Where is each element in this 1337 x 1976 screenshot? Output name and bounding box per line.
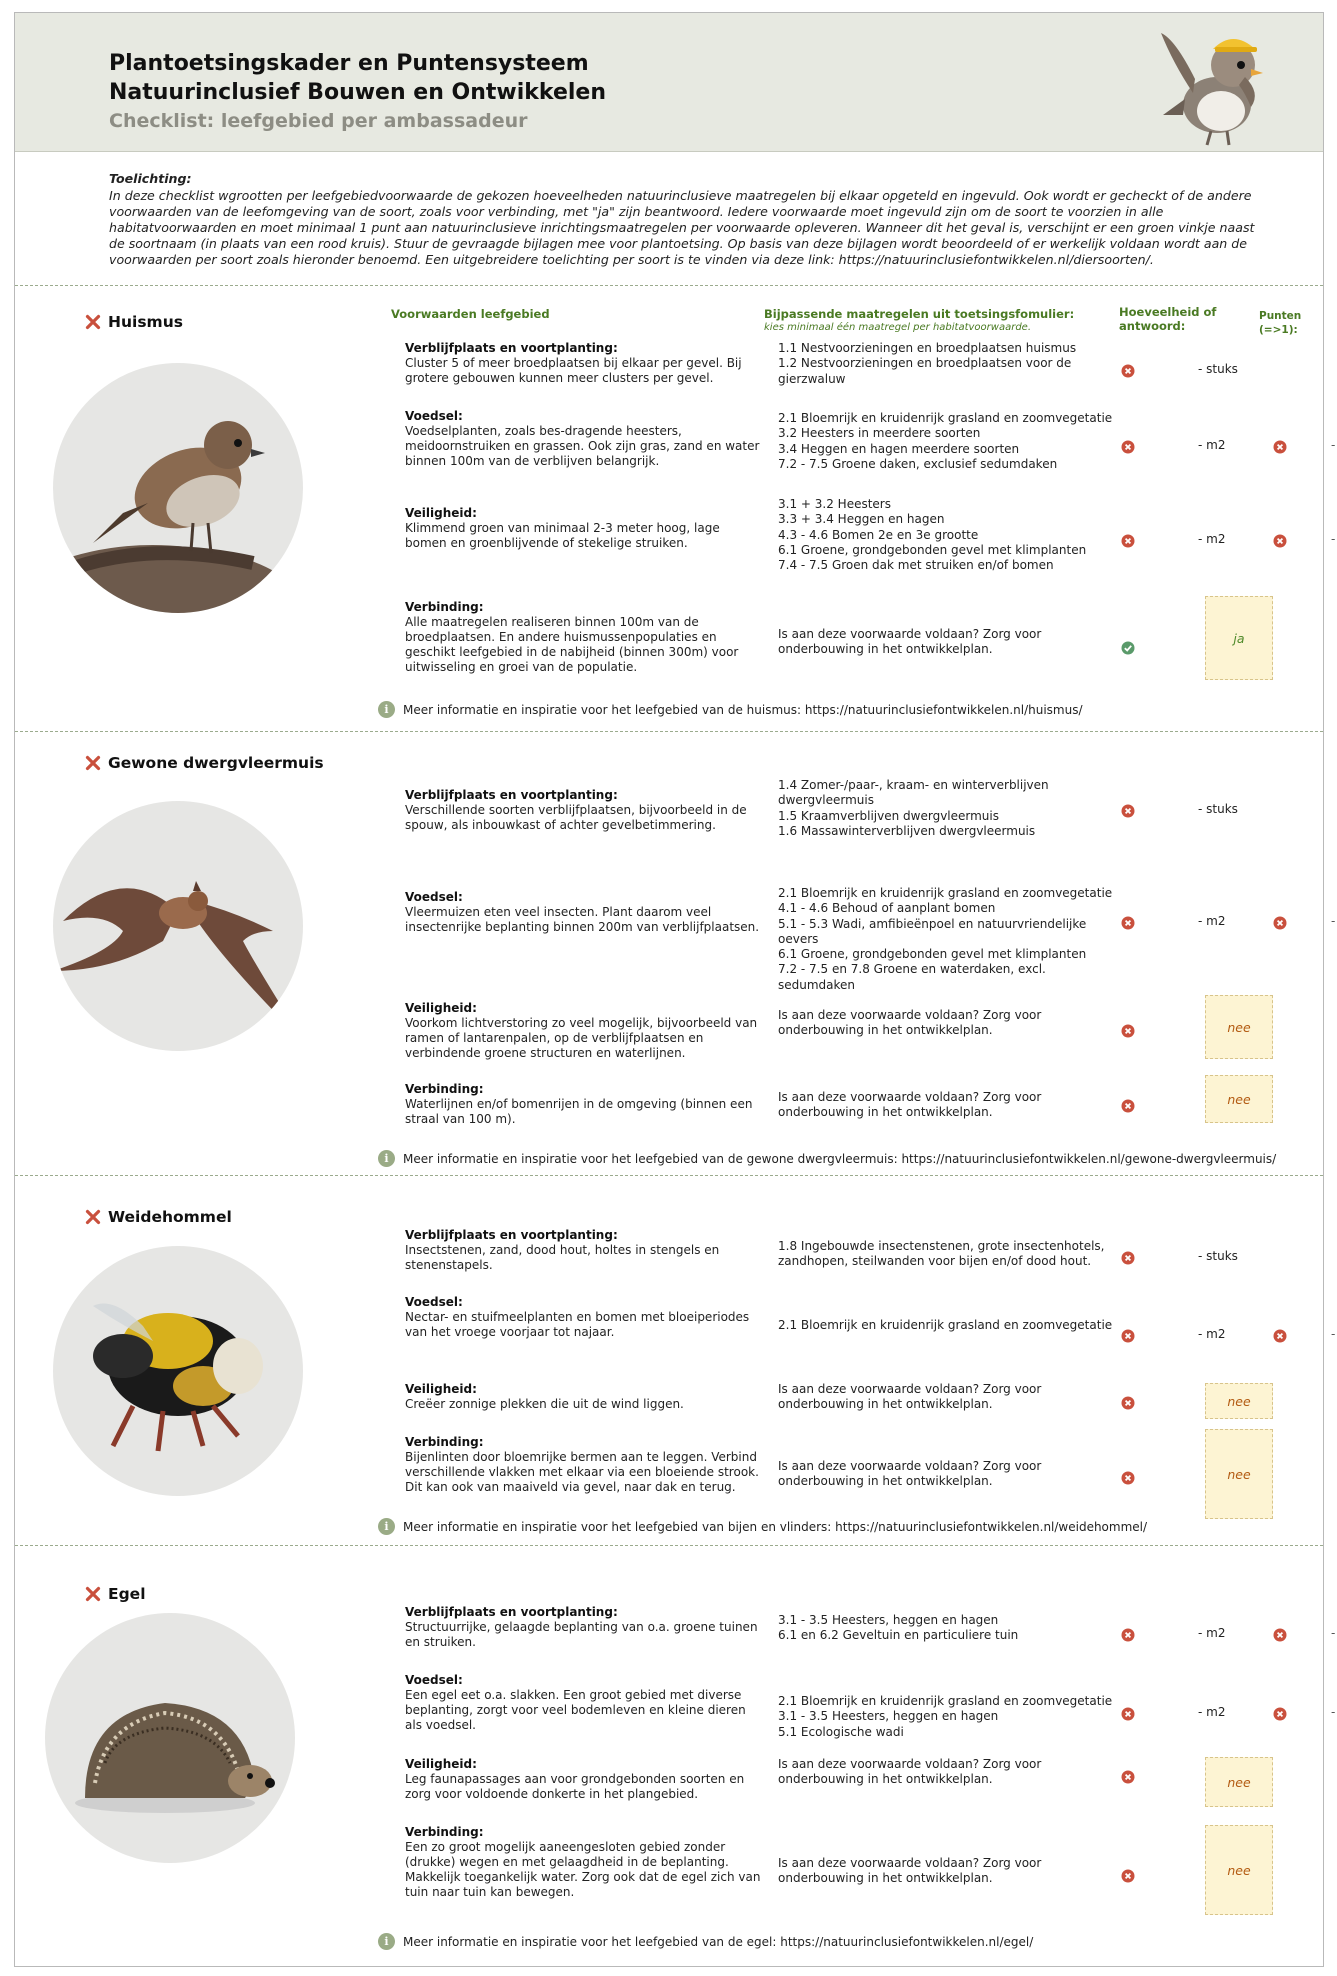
condition-title: Verbinding: bbox=[405, 1082, 484, 1096]
red-cross-icon bbox=[85, 755, 101, 771]
amount-input[interactable]: - m2 bbox=[1198, 1626, 1226, 1640]
amount-input[interactable]: - m2 bbox=[1198, 1705, 1226, 1719]
condition-title: Verblijfplaats en voortplanting: bbox=[405, 1605, 618, 1619]
condition-text bbox=[405, 1228, 765, 1273]
species-name bbox=[85, 754, 324, 772]
condition-description: Alle maatregelen realiseren binnen 100m van de broedplaatsen. En andere huismussenpopulaties en geschikt leefgebied in de nabijheid (binnen 300m) voor uitwisseling en groei van de populatie. bbox=[405, 615, 739, 674]
condition-title: Veiligheid: bbox=[405, 1001, 477, 1015]
red-cross-icon bbox=[1121, 915, 1135, 929]
red-cross-icon bbox=[1121, 1706, 1135, 1720]
divider bbox=[15, 731, 1323, 732]
red-cross-icon bbox=[1273, 915, 1287, 929]
condition-description: Insectstenen, zand, dood hout, holtes in stengels en stenenstapels. bbox=[405, 1243, 720, 1272]
column-header-measures-sub: kies minimaal één maatregel per habitatvoorwaarde. bbox=[764, 322, 1032, 333]
page-title-line1: Plantoetsingskader en Puntensysteem bbox=[109, 51, 589, 76]
measures-list: 2.1 Bloemrijk en kruidenrijk grasland en zoomvegetatie 3.1 - 3.5 Heesters, heggen en hagen 5.1 Ecologische wadi bbox=[778, 1694, 1113, 1739]
answer-select[interactable]: nee bbox=[1205, 1075, 1273, 1123]
divider bbox=[15, 1175, 1323, 1176]
points-value: - bbox=[1331, 1626, 1336, 1640]
answer-select[interactable]: nee bbox=[1205, 1429, 1273, 1519]
column-header-amount bbox=[1119, 305, 1216, 333]
measures-list: Is aan deze voorwaarde voldaan? Zorg voor onderbouwing in het ontwikkelplan. bbox=[778, 1382, 1042, 1412]
condition-description: Creëer zonnige plekken die uit de wind liggen. bbox=[405, 1397, 684, 1411]
intro-label: Toelichting: bbox=[109, 171, 192, 186]
answer-select[interactable]: nee bbox=[1205, 1757, 1273, 1807]
info-icon: i bbox=[378, 1518, 395, 1535]
condition-description: Bijenlinten door bloemrijke bermen aan te leggen. Verbind verschillende vlakken met elkaar via een bloeiende strook. Dit kan ook van maaiveld via gevel, naar dak en terug. bbox=[405, 1450, 759, 1494]
info-link[interactable] bbox=[378, 1518, 1147, 1535]
measures-list: 2.1 Bloemrijk en kruidenrijk grasland en zoomvegetatie 4.1 - 4.6 Behoud of aanplant bomen 5.1 - 5.3 Wadi, amfibieënpoel en natuurvriendelijke oevers 6.1 Groene, grondgebonden gevel met klimplanten 7.2 - 7.5 en 7.8 Groene en waterdaken, excl. sedumdaken bbox=[778, 886, 1113, 992]
column-header-points-l2: (=>1): bbox=[1259, 324, 1298, 336]
points-value: - bbox=[1331, 532, 1336, 546]
measures-list: Is aan deze voorwaarde voldaan? Zorg voor onderbouwing in het ontwikkelplan. bbox=[778, 1856, 1042, 1886]
column-header-conditions: Voorwaarden leefgebied bbox=[391, 307, 550, 321]
condition-title: Veiligheid: bbox=[405, 1382, 477, 1396]
red-cross-icon bbox=[1273, 533, 1287, 547]
condition-text bbox=[405, 600, 765, 675]
info-icon: i bbox=[378, 1933, 395, 1950]
divider bbox=[15, 285, 1323, 286]
species-name-label: Weidehommel bbox=[108, 1208, 232, 1226]
condition-text bbox=[405, 1757, 765, 1802]
measures-list: Is aan deze voorwaarde voldaan? Zorg voor onderbouwing in het ontwikkelplan. bbox=[778, 1090, 1042, 1120]
condition-description: Vleermuizen eten veel insecten. Plant daarom veel insectenrijke beplanting binnen 200m van verblijfplaatsen. bbox=[405, 905, 760, 934]
red-cross-icon bbox=[1121, 363, 1135, 377]
red-cross-icon bbox=[1273, 1706, 1287, 1720]
red-cross-icon bbox=[1121, 1769, 1135, 1783]
red-cross-icon bbox=[1121, 1250, 1135, 1264]
sparrow-mascot-icon bbox=[1155, 19, 1305, 149]
amount-input[interactable]: - stuks bbox=[1198, 362, 1238, 376]
condition-title: Verblijfplaats en voortplanting: bbox=[405, 1228, 618, 1242]
species-name-label: Gewone dwergvleermuis bbox=[108, 754, 324, 772]
measures-list: 1.4 Zomer-/paar-, kraam- en winterverblijven dwergvleermuis 1.5 Kraamverblijven dwergvleermuis 1.6 Massawinterverblijven dwergvleermuis bbox=[778, 778, 1049, 838]
answer-select[interactable]: nee bbox=[1205, 1825, 1273, 1915]
page-subtitle: Checklist: leefgebied per ambassadeur bbox=[109, 110, 528, 132]
red-cross-icon bbox=[1121, 1395, 1135, 1409]
info-link[interactable] bbox=[378, 701, 1083, 718]
red-cross-icon bbox=[1121, 1328, 1135, 1342]
condition-description: Een egel eet o.a. slakken. Een groot gebied met diverse beplanting, zorgt voor veel bodemleven en kleine dieren als voedsel. bbox=[405, 1688, 746, 1732]
condition-title: Verblijfplaats en voortplanting: bbox=[405, 788, 618, 802]
condition-description: Klimmend groen van minimaal 2-3 meter hoog, lage bomen en groenblijvende of stekelige struiken. bbox=[405, 521, 720, 550]
species-name-label: Egel bbox=[108, 1585, 146, 1603]
condition-text bbox=[405, 341, 765, 386]
divider bbox=[15, 1545, 1323, 1546]
column-header-points-l1: Punten bbox=[1259, 310, 1302, 322]
red-cross-icon bbox=[1273, 1627, 1287, 1641]
red-cross-icon bbox=[85, 314, 101, 330]
condition-description: Waterlijnen en/of bomenrijen in de omgeving (binnen een straal van 100 m). bbox=[405, 1097, 753, 1126]
amount-input[interactable]: - m2 bbox=[1198, 1327, 1226, 1341]
condition-description: Verschillende soorten verblijfplaatsen, bijvoorbeeld in de spouw, als inbouwkast of achter gevelbetimmering. bbox=[405, 803, 747, 832]
condition-title: Verbinding: bbox=[405, 600, 484, 614]
condition-title: Verblijfplaats en voortplanting: bbox=[405, 341, 618, 355]
red-cross-icon bbox=[85, 1209, 101, 1225]
red-cross-icon bbox=[1121, 1098, 1135, 1112]
condition-description: Cluster 5 of meer broedplaatsen bij elkaar per gevel. Bij grotere gebouwen kunnen meer clusters per gevel. bbox=[405, 356, 742, 385]
green-check-icon bbox=[1121, 640, 1135, 654]
red-cross-icon bbox=[1121, 1868, 1135, 1882]
info-icon: i bbox=[378, 701, 395, 718]
condition-title: Voedsel: bbox=[405, 1673, 463, 1687]
answer-select[interactable]: ja bbox=[1205, 596, 1273, 680]
red-cross-icon bbox=[1121, 1470, 1135, 1484]
measures-list: 1.8 Ingebouwde insectenstenen, grote insectenhotels, zandhopen, steilwanden voor bijen en/of dood hout. bbox=[778, 1239, 1105, 1269]
column-header-measures-label: Bijpassende maatregelen uit toetsingsfomulier: bbox=[764, 307, 1075, 321]
condition-text bbox=[405, 1673, 765, 1733]
measures-list: 2.1 Bloemrijk en kruidenrijk grasland en zoomvegetatie 3.2 Heesters in meerdere soorten 3.4 Heggen en hagen meerdere soorten 7.2 - 7.5 Groene daken, exclusief sedumdaken bbox=[778, 411, 1113, 471]
red-cross-icon bbox=[1121, 1023, 1135, 1037]
column-header-amount-l2: antwoord: bbox=[1119, 319, 1186, 333]
amount-input[interactable]: - m2 bbox=[1198, 438, 1226, 452]
condition-title: Voedsel: bbox=[405, 890, 463, 904]
intro-text bbox=[109, 171, 1259, 268]
red-cross-icon bbox=[1121, 803, 1135, 817]
amount-input[interactable]: - stuks bbox=[1198, 802, 1238, 816]
info-link-text: Meer informatie en inspiratie voor het leefgebied van bijen en vlinders: https://natuurinclusiefontwikkelen.nl/weidehommel/ bbox=[403, 1519, 1148, 1534]
condition-title: Voedsel: bbox=[405, 1295, 463, 1309]
bumblebee-photo bbox=[53, 1246, 303, 1496]
condition-title: Voedsel: bbox=[405, 409, 463, 423]
condition-text bbox=[405, 788, 765, 833]
intro-body: In deze checklist wgrootten per leefgebiedvoorwaarde de gekozen hoeveelheden natuurinclusieve maatregelen bij elkaar opgeteld en ingevuld. Ook wordt er gecheckt of de andere voorwaarden van de leefomgeving van de soort, zoals voor verbinding, met "ja" zijn beantwoord. Iedere voorwaarde moet ingevuld zijn om de soort te voorzien in alle habitatvoorwaarden en moet minimaal 1 punt aan natuurinclusieve inrichtingsmaatregelen per voorwaarde opleveren. Wanneer dit het geval is, verschijnt er een groen vinkje naast de soortnaam (in plaats van een rood kruis). Stuur de gevraagde bijlagen mee voor plantoetsing. Op basis van deze bijlagen wordt beoordeeld of er werkelijk voldaan wordt aan de voorwaarden per soort zoals hieronder benoemd. Een uitgebreidere toelichting per soort is te vinden via deze link: https://natuurinclusiefontwikkelen.nl/diersoorten/. bbox=[109, 188, 1255, 267]
column-header-measures bbox=[764, 307, 1074, 335]
condition-text bbox=[405, 506, 765, 551]
condition-text bbox=[405, 1382, 765, 1412]
red-cross-icon bbox=[1121, 533, 1135, 547]
species-name-label: Huismus bbox=[108, 313, 183, 331]
checklist-page bbox=[14, 12, 1336, 1967]
answer-select[interactable]: nee bbox=[1205, 995, 1273, 1059]
points-value: - bbox=[1331, 438, 1336, 452]
header-banner bbox=[15, 13, 1323, 152]
condition-title: Verbinding: bbox=[405, 1435, 484, 1449]
page-title-line2: Natuurinclusief Bouwen en Ontwikkelen bbox=[109, 80, 606, 105]
points-value: - bbox=[1331, 914, 1336, 928]
amount-input[interactable]: - stuks bbox=[1198, 1249, 1238, 1263]
info-icon: i bbox=[378, 1150, 395, 1167]
red-cross-icon bbox=[1121, 439, 1135, 453]
condition-description: Nectar- en stuifmeelplanten en bomen met bloeiperiodes van het vroege voorjaar tot najaar. bbox=[405, 1310, 750, 1339]
info-link-text: Meer informatie en inspiratie voor het leefgebied van de huismus: https://natuurinclusiefontwikkelen.nl/huismus/ bbox=[403, 702, 1083, 717]
red-cross-icon bbox=[1121, 1627, 1135, 1641]
condition-text bbox=[405, 890, 765, 935]
info-link-text: Meer informatie en inspiratie voor het leefgebied van de gewone dwergvleermuis: https://natuurinclusiefontwikkelen.nl/gewone-dwergvleermuis/ bbox=[403, 1151, 1277, 1166]
condition-description: Leg faunapassages aan voor grondgebonden soorten en zorg voor voldoende donkerte in het plangebied. bbox=[405, 1772, 745, 1801]
sparrow-photo bbox=[53, 363, 303, 613]
measures-list: 2.1 Bloemrijk en kruidenrijk grasland en zoomvegetatie bbox=[778, 1318, 1113, 1332]
red-cross-icon bbox=[1273, 439, 1287, 453]
points-value: - bbox=[1331, 1705, 1336, 1719]
condition-description: Voorkom lichtverstoring zo veel mogelijk, bijvoorbeeld van ramen of lantarenpalen, op de verblijfplaatsen en verbindende groene structuren en waterlijnen. bbox=[405, 1016, 758, 1060]
measures-list: Is aan deze voorwaarde voldaan? Zorg voor onderbouwing in het ontwikkelplan. bbox=[778, 627, 1042, 657]
condition-description: Structuurrijke, gelaagde beplanting van o.a. groene tuinen en struiken. bbox=[405, 1620, 758, 1649]
bat-photo bbox=[53, 801, 303, 1051]
info-link[interactable] bbox=[378, 1933, 1033, 1950]
points-value: - bbox=[1331, 1327, 1336, 1341]
red-cross-icon bbox=[1273, 1328, 1287, 1342]
condition-description: Een zo groot mogelijk aaneengesloten gebied zonder (drukke) wegen en met gelaagdheid in de beplanting. Makkelijk toegankelijk water. Zorg ook dat de egel zich van tuin naar tuin kan bewegen. bbox=[405, 1840, 761, 1899]
condition-description: Voedselplanten, zoals bes-dragende heesters, meidoornstruiken en grassen. Ook zijn gras, zand en water binnen 100m van de verblijven belangrijk. bbox=[405, 424, 760, 468]
info-link[interactable] bbox=[378, 1150, 1276, 1167]
condition-text bbox=[405, 1825, 765, 1900]
answer-select[interactable]: nee bbox=[1205, 1383, 1273, 1419]
measures-list: Is aan deze voorwaarde voldaan? Zorg voor onderbouwing in het ontwikkelplan. bbox=[778, 1757, 1042, 1787]
condition-title: Veiligheid: bbox=[405, 1757, 477, 1771]
condition-title: Veiligheid: bbox=[405, 506, 477, 520]
measures-list: 3.1 - 3.5 Heesters, heggen en hagen 6.1 en 6.2 Geveltuin en particuliere tuin bbox=[778, 1613, 1019, 1643]
condition-text bbox=[405, 1082, 765, 1127]
species-name bbox=[85, 1208, 232, 1226]
species-name bbox=[85, 313, 183, 331]
info-link-text: Meer informatie en inspiratie voor het leefgebied van de egel: https://natuurinclusiefontwikkelen.nl/egel/ bbox=[403, 1934, 1034, 1949]
hedgehog-photo bbox=[45, 1613, 295, 1863]
column-header-points bbox=[1259, 309, 1301, 337]
species-name bbox=[85, 1585, 146, 1603]
condition-text bbox=[405, 409, 765, 469]
red-cross-icon bbox=[85, 1586, 101, 1602]
measures-list: 1.1 Nestvoorzieningen en broedplaatsen huismus 1.2 Nestvoorzieningen en broedplaatsen voor de gierzwaluw bbox=[778, 341, 1077, 386]
measures-list: Is aan deze voorwaarde voldaan? Zorg voor onderbouwing in het ontwikkelplan. bbox=[778, 1008, 1042, 1038]
condition-title: Verbinding: bbox=[405, 1825, 484, 1839]
amount-input[interactable]: - m2 bbox=[1198, 532, 1226, 546]
condition-text bbox=[405, 1435, 765, 1495]
condition-text bbox=[405, 1001, 765, 1061]
condition-text bbox=[405, 1295, 765, 1340]
measures-list: 3.1 + 3.2 Heesters 3.3 + 3.4 Heggen en hagen 4.3 - 4.6 Bomen 2e en 3e grootte 6.1 Groene, grondgebonden gevel met klimplanten 7.4 - 7.5 Groen dak met struiken en/of bomen bbox=[778, 497, 1087, 573]
measures-list: Is aan deze voorwaarde voldaan? Zorg voor onderbouwing in het ontwikkelplan. bbox=[778, 1459, 1042, 1489]
amount-input[interactable]: - m2 bbox=[1198, 914, 1226, 928]
column-header-amount-l1: Hoeveelheid of bbox=[1119, 305, 1217, 319]
condition-text bbox=[405, 1605, 765, 1650]
